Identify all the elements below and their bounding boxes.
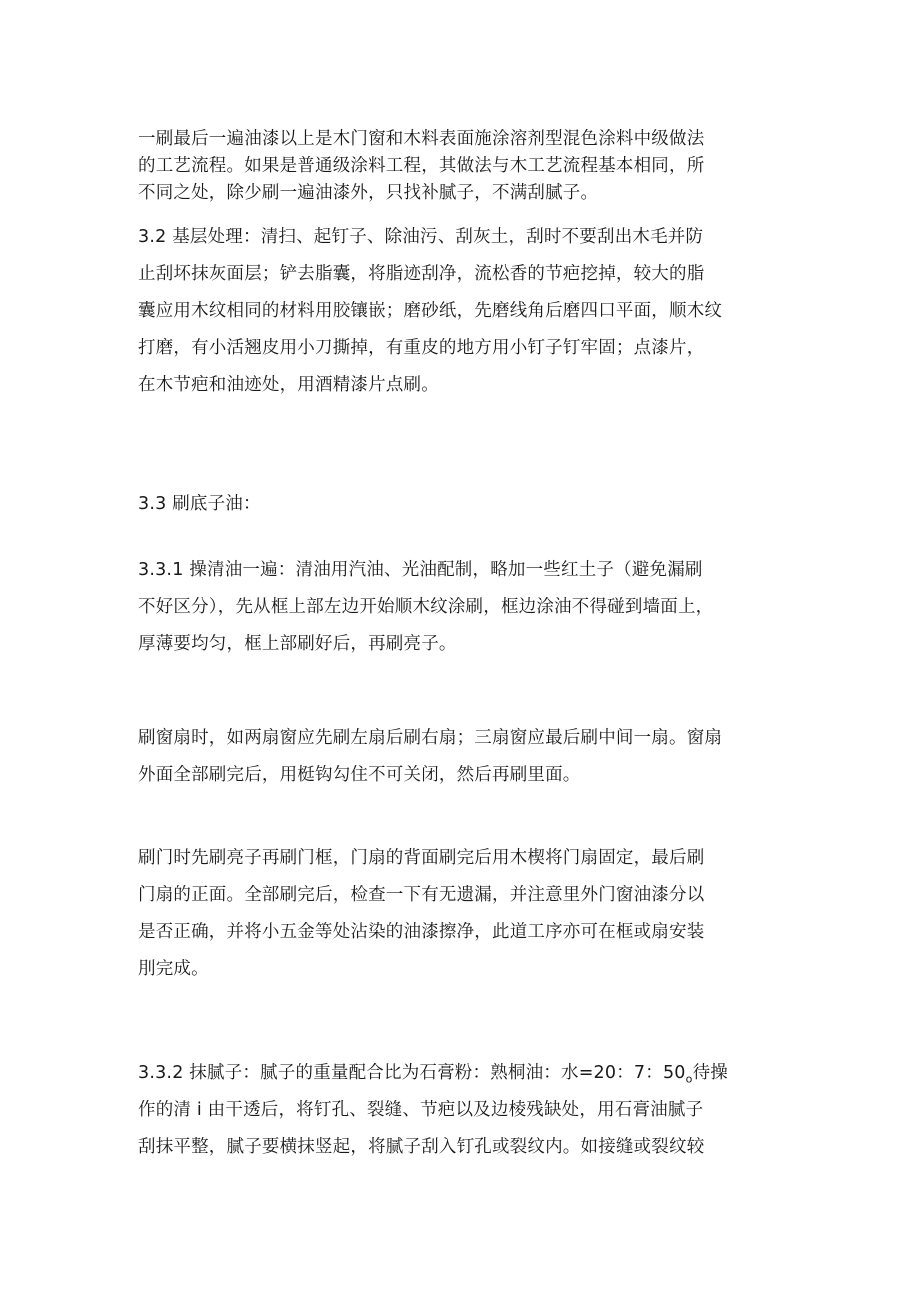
text-line: 3.2 基层处理：清扫、起钉子、除油污、刮灰土，刮时不要刮出木毛并防: [138, 227, 704, 247]
paragraph-door: [138, 840, 798, 988]
text-line: 不好区分），先从框上部左边开始顺木纹涂刷，框边涂油不得碰到墙面上，: [138, 597, 714, 617]
text-line: 囊应用木纹相同的材料用胶镶嵌；磨砂纸，先磨线角后磨四口平面，顺木纹: [138, 301, 723, 321]
text-line: 打磨，有小活翘皮用小刀撕掉，有重皮的地方用小钉子钉牢固；点漆片，: [138, 338, 705, 358]
text-line: 是否正确，并将小五金等处沾染的油漆擦净，此道工序亦可在框或扇安装: [138, 922, 705, 942]
paragraph-section-3-3: [138, 486, 798, 523]
text-line: 一刷最后一遍油漆以上是木门窗和木料表面施涂溶剂型混色涂料中级做法: [138, 129, 705, 149]
paragraph-section-3-3-2: [138, 1055, 798, 1166]
text-line: 作的清 i 由干透后，将钉孔、裂缝、节疤以及边棱残缺处，用石膏油腻子: [138, 1100, 704, 1120]
text-line: 刖完成。: [138, 959, 209, 979]
paragraph-window-sash: [138, 720, 798, 794]
text-line: 厚薄要均匀，框上部刷好后，再刷亮子。: [138, 634, 457, 654]
text-segment: 待操: [692, 1063, 728, 1083]
text-line: 外面全部刷完后，用梃钩勾住不可关闭，然后再刷里面。: [138, 765, 581, 785]
text-line: 止刮坏抹灰面层；铲去脂囊，将脂迹刮净，流松香的节疤挖掉，较大的脂: [138, 264, 705, 284]
text-line: 刮抹平整，腻子要横抹竖起，将腻子刮入钉孔或裂纹内。如接缝或裂纹较: [138, 1137, 705, 1157]
text-line: 刷窗扇时，如两扇窗应先刷左扇后刷右扇；三扇窗应最后刷中间一扇。窗扇: [138, 728, 723, 748]
text-line: 在木节疤和油迹处，用酒精漆片点刷。: [138, 375, 439, 395]
text-line: 门扇的正面。全部刷完后，检查一下有无遗漏，并注意里外门窗油漆分以: [138, 885, 705, 905]
text-line: 刷门时先刷亮子再刷门框，门扇的背面刷完后用木楔将门扇固定，最后刷: [138, 848, 705, 868]
subscript-mark: o: [685, 1072, 693, 1086]
text-segment: 3.3.2 抹腻子：腻子的重量配合比为石膏粉：熟桐油：水=20：7：50: [138, 1063, 686, 1083]
paragraph-section-3-2: [138, 219, 798, 404]
paragraph-section-3-3-1: [138, 552, 798, 663]
text-line: [138, 1055, 798, 1092]
paragraph-intro: [138, 126, 798, 207]
section-heading: 3.3 刷底子油：: [138, 494, 261, 514]
text-line: 的工艺流程。如果是普通级涂料工程，其做法与木工艺流程基本相同，所: [138, 156, 705, 176]
text-line: 不同之处，除少刷一遍油漆外，只找补腻子，不满刮腻子。: [138, 183, 599, 203]
text-line: 3.3.1 操清油一遍：清油用汽油、光油配制，略加一些红土子（避免漏刷: [138, 560, 703, 580]
